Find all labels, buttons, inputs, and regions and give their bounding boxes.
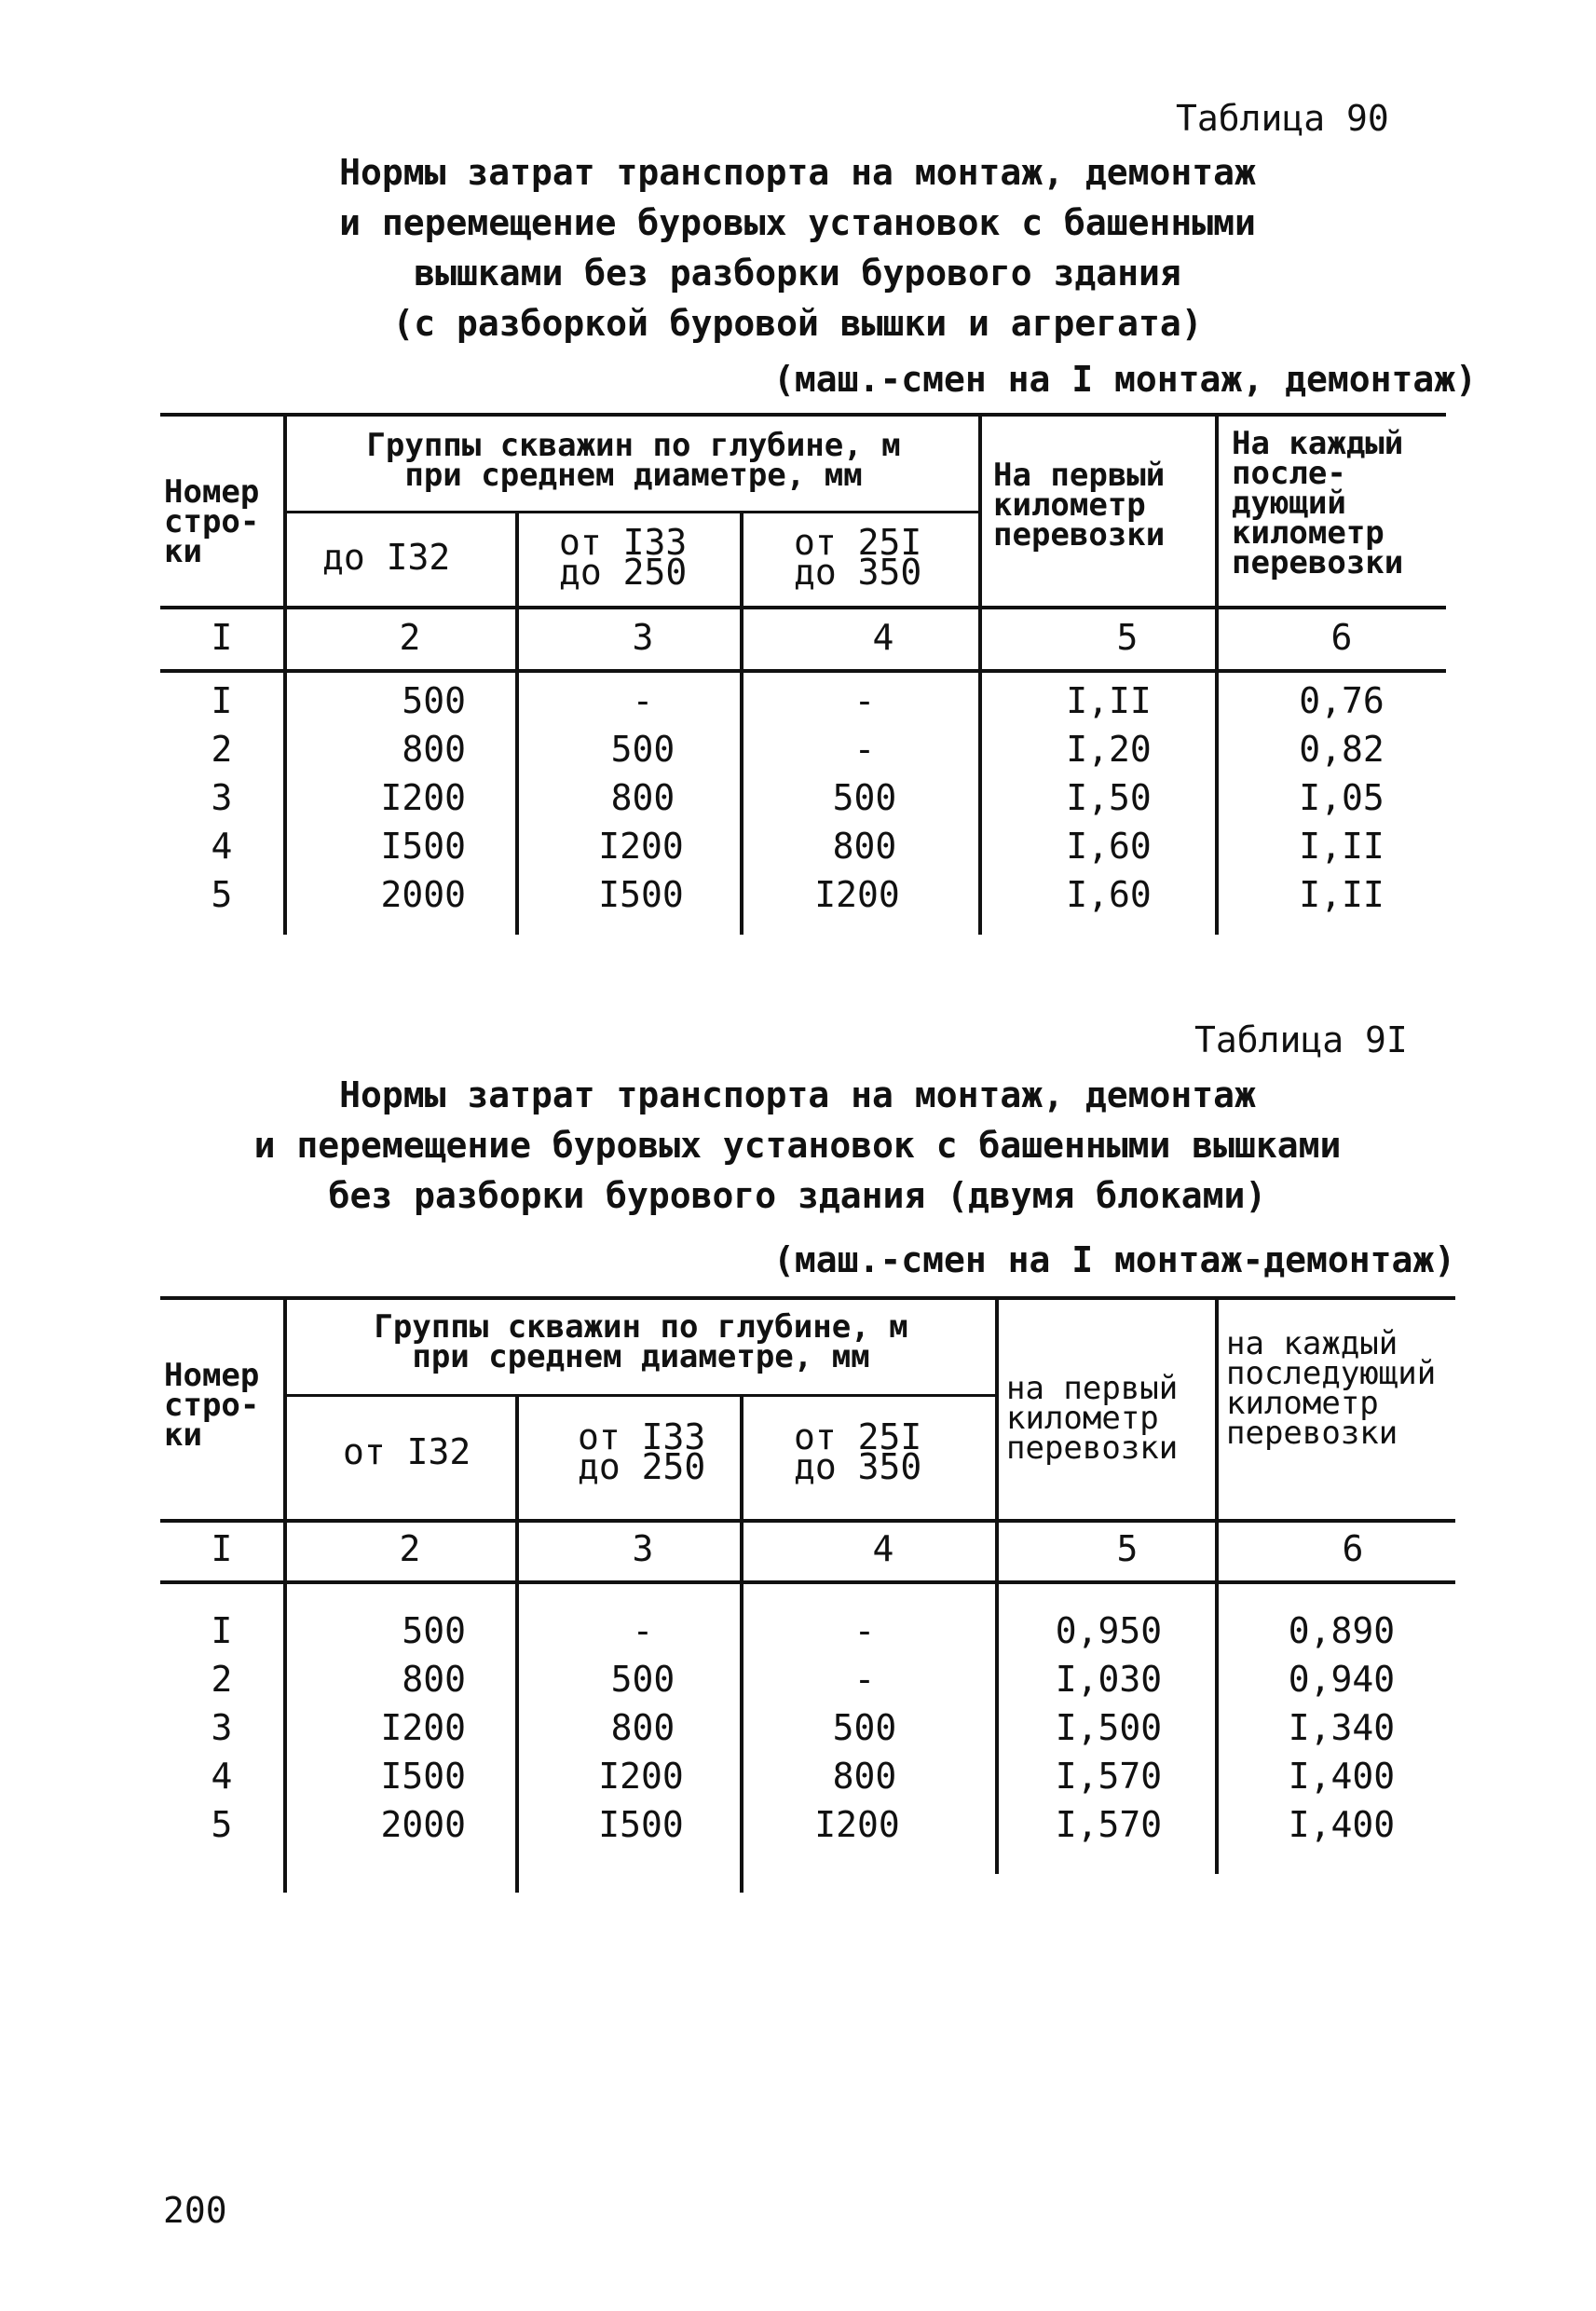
column-number: 2 xyxy=(399,1528,421,1569)
cell: - xyxy=(632,1610,654,1651)
cell: I,400 xyxy=(1288,1756,1396,1797)
column-number: 5 xyxy=(1116,617,1139,658)
cell: 500 xyxy=(610,1659,675,1700)
page-number: 200 xyxy=(163,2190,227,2231)
cell: I,60 xyxy=(1066,874,1152,915)
column-number: 3 xyxy=(632,617,654,658)
column-number: I xyxy=(211,617,233,658)
cell: I200 xyxy=(598,826,684,867)
table-title-line: вышками без разборки бурового здания xyxy=(414,253,1181,294)
cell: I,20 xyxy=(1066,729,1152,770)
cell: I,II xyxy=(1299,826,1385,867)
cell-row-number: I xyxy=(211,1610,233,1651)
cell: 0,82 xyxy=(1299,729,1385,770)
cell: I200 xyxy=(814,874,900,915)
header-row-number: Номер стро- ки xyxy=(164,473,260,570)
header-sub-rule xyxy=(285,511,980,513)
cell: 500 xyxy=(832,1707,897,1748)
table-title-line: и перемещение буровых установок с башенными вышками xyxy=(253,1125,1342,1166)
table-title-line: (с разборкой буровой вышки и агрегата) xyxy=(392,303,1203,344)
cell: 2000 xyxy=(380,874,466,915)
table-top-rule xyxy=(160,1296,1455,1300)
cell: I,400 xyxy=(1288,1804,1396,1845)
cell: 800 xyxy=(832,1756,897,1797)
cell: 0,940 xyxy=(1288,1659,1396,1700)
header-diameter-1: от I32 xyxy=(343,1431,471,1472)
colnum-bottom-rule xyxy=(160,669,1446,673)
cell: I,570 xyxy=(1055,1756,1163,1797)
cell: I500 xyxy=(380,1756,466,1797)
cell: I,500 xyxy=(1055,1707,1163,1748)
cell-row-number: I xyxy=(211,680,233,721)
table-title-line: Нормы затрат транспорта на монтаж, демонтаж xyxy=(339,1074,1256,1115)
column-rule xyxy=(995,1296,999,1874)
header-depth-groups: Группы скважин по глубине, м при среднем диаметре, мм xyxy=(366,427,901,494)
header-first-km: На первый километр перевозки xyxy=(993,457,1166,554)
table-title xyxy=(239,147,1357,349)
cell-row-number: 4 xyxy=(211,826,233,867)
cell: I,II xyxy=(1066,680,1152,721)
table-title xyxy=(239,1070,1357,1221)
header-depth-groups: Группы скважин по глубине, м при среднем диаметре, мм xyxy=(374,1308,908,1375)
header-bottom-rule xyxy=(160,1519,1455,1523)
column-number: 6 xyxy=(1342,1528,1364,1569)
header-sub-rule xyxy=(285,1394,997,1397)
cell-row-number: 2 xyxy=(211,729,233,770)
column-rule xyxy=(1215,413,1219,935)
cell: - xyxy=(853,680,876,721)
cell: 800 xyxy=(402,729,466,770)
cell: I,II xyxy=(1299,874,1385,915)
header-diameter-3: от 25I до 350 xyxy=(794,522,922,593)
column-rule xyxy=(283,1296,287,1893)
cell: - xyxy=(853,1610,876,1651)
table-label: Таблица 9I xyxy=(1194,1019,1408,1060)
cell: 500 xyxy=(402,1610,466,1651)
cell: I,60 xyxy=(1066,826,1152,867)
column-rule xyxy=(515,1394,519,1893)
table-title-line: Нормы затрат транспорта на монтаж, демонтаж xyxy=(339,152,1256,193)
column-number: I xyxy=(211,1528,233,1569)
header-first-km: на первый километр перевозки xyxy=(1006,1370,1179,1467)
cell: I,50 xyxy=(1066,777,1152,818)
units-note: (маш.-смен на I монтаж, демонтаж) xyxy=(773,359,1477,400)
cell: I500 xyxy=(380,826,466,867)
cell: I200 xyxy=(814,1804,900,1845)
cell: 500 xyxy=(610,729,675,770)
column-number: 3 xyxy=(632,1528,654,1569)
cell: 0,890 xyxy=(1288,1610,1396,1651)
cell: - xyxy=(853,729,876,770)
cell: I,340 xyxy=(1288,1707,1396,1748)
cell: 2000 xyxy=(380,1804,466,1845)
column-rule xyxy=(283,413,287,935)
table-label: Таблица 90 xyxy=(1176,98,1389,139)
header-diameter-1: до I32 xyxy=(322,537,451,578)
cell: I200 xyxy=(380,777,466,818)
cell-row-number: 2 xyxy=(211,1659,233,1700)
cell: 500 xyxy=(402,680,466,721)
column-rule xyxy=(740,511,743,935)
cell: I200 xyxy=(598,1756,684,1797)
column-rule xyxy=(740,1394,743,1893)
colnum-bottom-rule xyxy=(160,1580,1455,1584)
header-diameter-3: от 25I до 350 xyxy=(794,1416,922,1487)
cell: 800 xyxy=(610,777,675,818)
header-each-next-km: на каждый последующий километр перевозки xyxy=(1226,1325,1437,1452)
column-number: 5 xyxy=(1116,1528,1139,1569)
cell: - xyxy=(632,680,654,721)
cell: 500 xyxy=(832,777,897,818)
cell-row-number: 3 xyxy=(211,777,233,818)
header-diameter-2: от I33 до 250 xyxy=(578,1416,706,1487)
cell: 0,76 xyxy=(1299,680,1385,721)
cell: I,05 xyxy=(1299,777,1385,818)
cell: I200 xyxy=(380,1707,466,1748)
header-row-number: Номер стро- ки xyxy=(164,1357,260,1454)
cell-row-number: 5 xyxy=(211,1804,233,1845)
cell: I500 xyxy=(598,1804,684,1845)
column-rule xyxy=(515,511,519,935)
cell: I,030 xyxy=(1055,1659,1163,1700)
cell-row-number: 4 xyxy=(211,1756,233,1797)
cell: 0,950 xyxy=(1055,1610,1163,1651)
column-number: 6 xyxy=(1330,617,1353,658)
column-number: 2 xyxy=(399,617,421,658)
cell: - xyxy=(853,1659,876,1700)
header-bottom-rule xyxy=(160,606,1446,609)
cell: 800 xyxy=(832,826,897,867)
cell-row-number: 5 xyxy=(211,874,233,915)
table-top-rule xyxy=(160,413,1446,417)
cell: I,570 xyxy=(1055,1804,1163,1845)
header-diameter-2: от I33 до 250 xyxy=(559,522,688,593)
cell: 800 xyxy=(402,1659,466,1700)
cell: I500 xyxy=(598,874,684,915)
column-rule xyxy=(1215,1296,1219,1874)
units-note: (маш.-смен на I монтаж-демонтаж) xyxy=(773,1239,1456,1280)
column-number: 4 xyxy=(872,1528,894,1569)
table-title-line: и перемещение буровых установок с башенными xyxy=(339,202,1256,243)
column-number: 4 xyxy=(872,617,894,658)
table-title-line: без разборки бурового здания (двумя блоками) xyxy=(328,1175,1267,1216)
column-rule xyxy=(978,413,982,935)
cell: 800 xyxy=(610,1707,675,1748)
cell-row-number: 3 xyxy=(211,1707,233,1748)
header-each-next-km: На каждый после- дующий километр перевозки xyxy=(1232,425,1404,581)
